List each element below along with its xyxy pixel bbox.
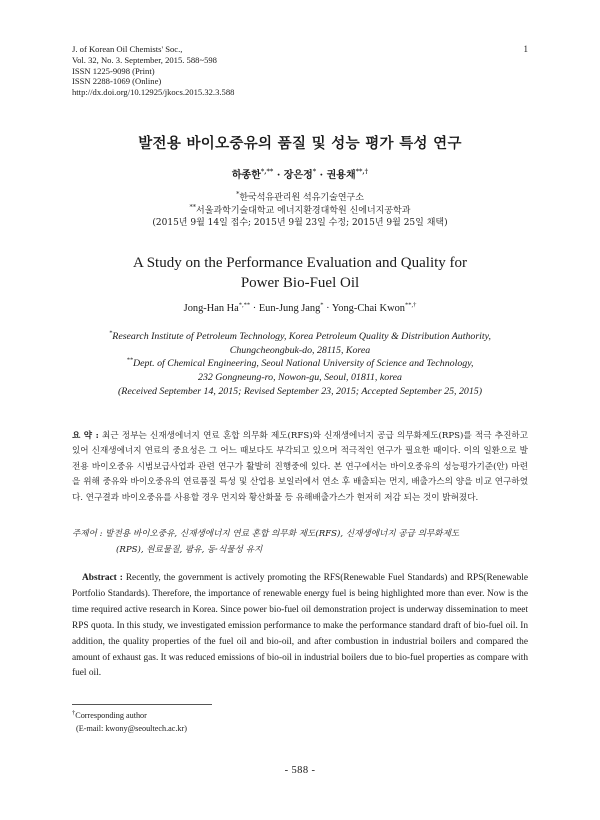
korean-keywords-line-1 — [72, 527, 528, 543]
korean-author-3-sup: **,† — [355, 167, 369, 176]
korean-keywords-label: 주제어 : — [72, 529, 103, 539]
affil-sup: * — [236, 190, 240, 198]
affil-text: 한국석유관리원 석유기술연구소 — [239, 193, 364, 203]
author-separator: · — [316, 170, 327, 181]
korean-affiliation-2 — [0, 202, 600, 218]
affil-text: Dept. of Chemical Engineering, Seoul National University of Science and Technology, — [132, 358, 474, 370]
english-abstract-label: Abstract : — [82, 573, 123, 583]
korean-abstract-text: 최근 정부는 신재생에너지 연료 혼합 의무화 제도(RFS)와 신재생에너지 공급 의무화제도(RPS)를 적극 추진하고 있어 신재생에너지 연료의 중요성은 그 어느 때보다도 부각되고 있으며 적극적인 연구가 필요한 때이다. 이의 일환으로 발전용 바이오중유 시범보급사업과 관련 연구가 활발히 진행중에 있다. 본 연구에서는 바이오중유의 성능평가기준(안) 마련을 위해 중유와 바이오중유의 연료품질 특성 및 산업용 보일러에서 연소 후 배출되는 먼지, 배출가스의 양을 비교 연구하였다. 연구결과 바이오중유를 사용할 경우 먼지와 황산화물 등 유해배출가스가 현저히 저감 되는 것이 밝혀졌다. — [72, 431, 528, 503]
english-affiliation-2 — [0, 357, 600, 371]
affil-sup: * — [109, 329, 113, 337]
english-author-3-sup: **,† — [404, 301, 417, 309]
english-affiliation-2-line-2: 232 Gongneung-ro, Nowon-gu, Seoul, 01811, korea — [198, 372, 402, 384]
affil-sup: ** — [126, 357, 133, 365]
korean-abstract-label: 요 약 : — [72, 431, 99, 441]
top-page-number: 1 — [523, 44, 528, 54]
author-separator: · — [323, 303, 332, 314]
doi-link[interactable]: http://dx.doi.org/10.12925/jkocs.2015.32.3.588 — [72, 87, 235, 98]
english-affiliation-1-line-2: Chungcheongbuk-do, 28115, Korea — [229, 344, 371, 356]
footnote-line-1 — [72, 709, 187, 722]
korean-affiliation-1 — [0, 192, 600, 205]
english-title — [0, 253, 600, 293]
english-author-2-sup: * — [320, 301, 324, 309]
page-footer-number: - 588 - — [284, 765, 316, 776]
footnote — [72, 709, 187, 735]
korean-keywords — [72, 527, 528, 558]
korean-title: 발전용 바이오중유의 품질 및 성능 평가 특성 연구 — [138, 135, 462, 152]
korean-author-2-sup: * — [312, 167, 317, 176]
english-authors — [0, 303, 600, 314]
english-title-line-2: Power Bio-Fuel Oil — [240, 275, 360, 291]
footnote-rule — [72, 704, 212, 705]
korean-affiliations — [0, 192, 600, 230]
korean-author-3: 권용채 — [326, 170, 356, 181]
english-abstract — [72, 571, 528, 682]
korean-author-1: 하종한 — [231, 170, 261, 181]
english-author-1: Jong-Han Ha — [183, 303, 239, 314]
english-author-3: Yong-Chai Kwon — [331, 303, 405, 314]
korean-author-2: 장은정 — [283, 170, 313, 181]
korean-author-1-sup: *,** — [260, 167, 274, 176]
footnote-marker: † — [72, 709, 76, 717]
english-abstract-text: Recently, the government is actively promoting the RFS(Renewable Fuel Standards) and RPS(Renewable Portfolio Standards). Therefore, the importance of renewable energy fuel is being highlighted more than ever. Now is the time required active research in Korea. Since power bio-fuel oil demonstration project is underway dissemination to meet RPS quota. In this study, we investigated emission performance to make the performance standard draft of bio-fuel oil. In addition, the quality properties of the fuel oil and bio-oil, and after combustion in industrial boilers and compared the amount of exhaust gas. It was reduced emissions of bio-oil in industrial boilers due to bio-fuel properties as compare with fuel oil. — [72, 573, 529, 679]
english-dates: (Received September 14, 2015; Revised September 23, 2015; Accepted September 25, 2015) — [118, 385, 482, 397]
english-title-line-1: A Study on the Performance Evaluation and Quality for — [132, 255, 468, 271]
korean-dates: (2015년 9월 14일 접수; 2015년 9월 23일 수정; 2015년 9월 25일 채택) — [152, 218, 448, 229]
issn-print: ISSN 1225-9098 (Print) — [72, 65, 155, 76]
author-separator: · — [273, 170, 284, 181]
affil-text: 서울과학기술대학교 에너지환경대학원 신에너지공학과 — [196, 205, 411, 216]
english-affiliation-1 — [0, 330, 600, 344]
affil-sup: ** — [189, 202, 197, 211]
english-author-2: Eun-Jung Jang — [258, 303, 321, 314]
korean-authors — [0, 166, 600, 181]
author-separator: · — [250, 303, 259, 314]
affil-text: Research Institute of Petroleum Technology, Korea Petroleum Quality & Distribution Authority, — [112, 331, 491, 342]
korean-abstract — [72, 429, 528, 506]
korean-keywords-line-2: (RPS), 원료물질, 팜유, 동·식물성 유지 — [116, 544, 263, 555]
issn-online: ISSN 2288-1069 (Online) — [72, 76, 162, 87]
footnote-text: Corresponding author — [75, 711, 147, 720]
journal-name: J. of Korean Oil Chemists' Soc., — [72, 44, 183, 54]
journal-volume: Vol. 32, No. 3. September, 2015. 588~598 — [72, 54, 217, 65]
english-author-1-sup: *,** — [238, 301, 251, 309]
korean-keywords-text: 발전용 바이오중유, 신재생에너지 연료 혼합 의무화 제도(RFS), 신재생에너지 공급 의무화제도 — [105, 529, 460, 539]
journal-header — [72, 44, 234, 98]
footnote-email: (E-mail: kwony@seoultech.ac.kr) — [76, 724, 187, 733]
english-affiliations — [0, 330, 600, 399]
